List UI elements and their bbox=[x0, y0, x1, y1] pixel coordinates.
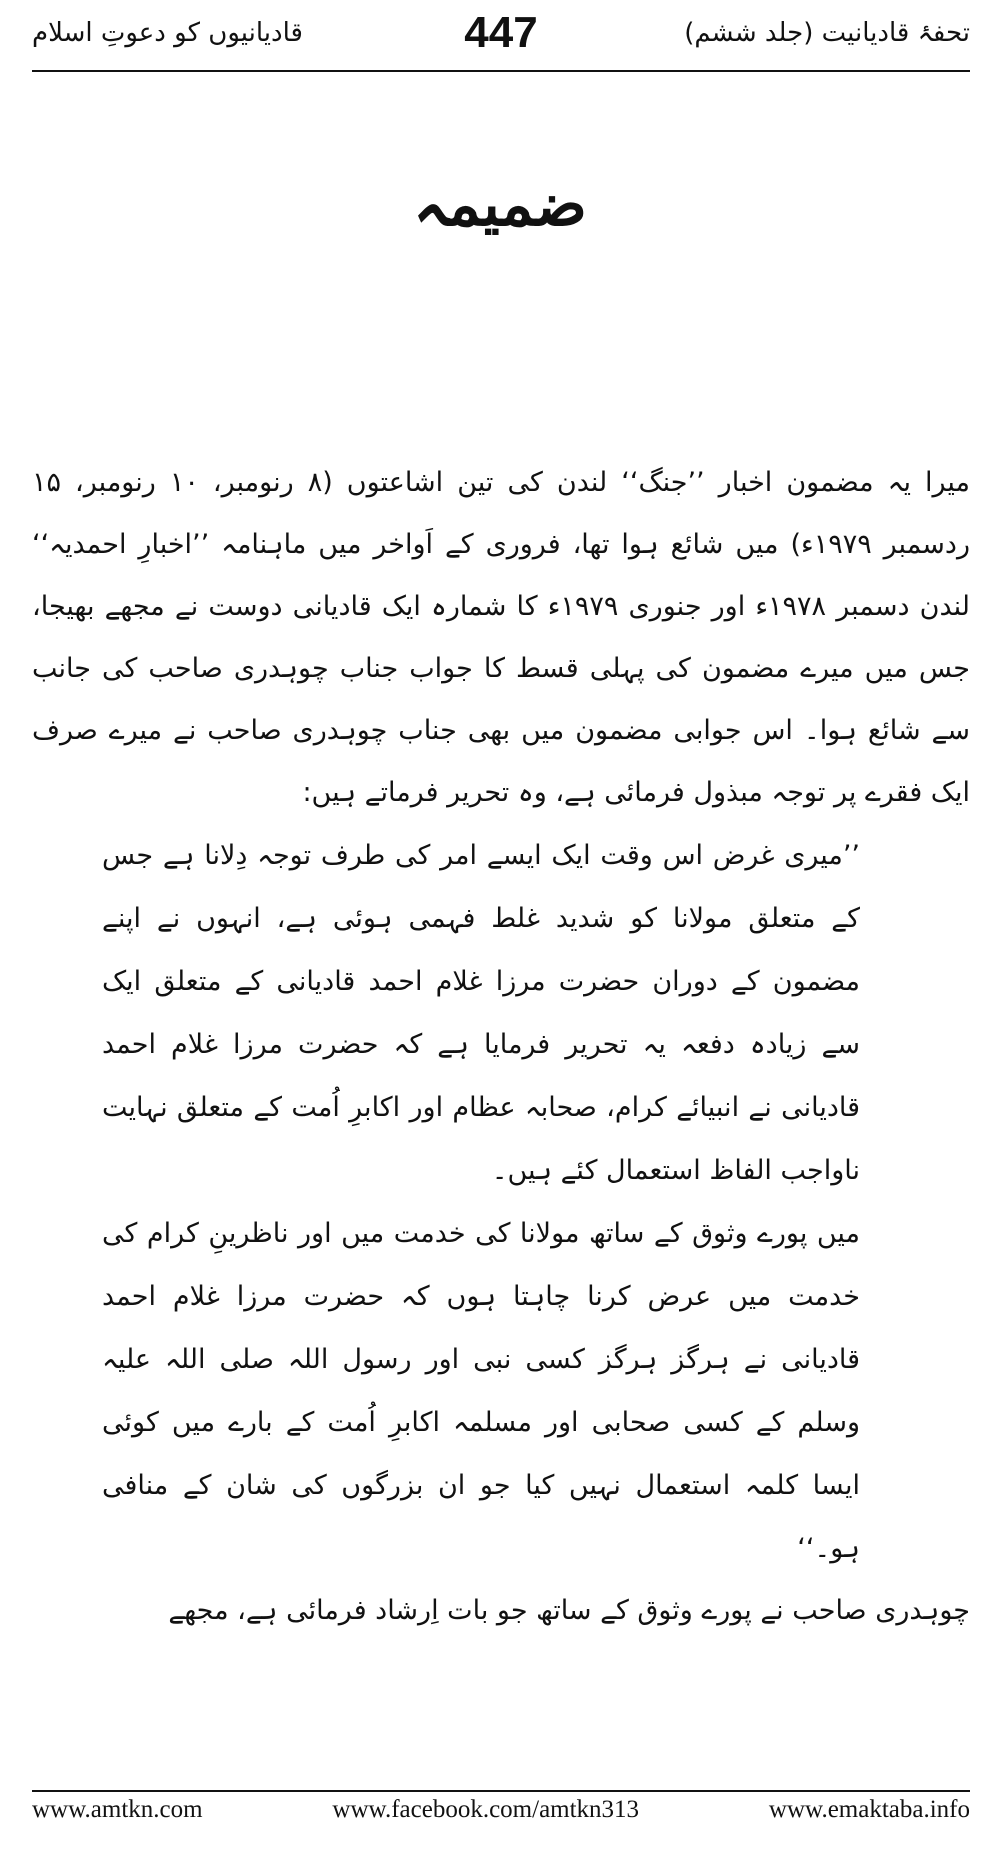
quote-paragraph-1: ’’میری غرض اس وقت ایک ایسے امر کی طرف توجہ دِلانا ہے جس کے متعلق مولانا کو شدید غلط فہمی ہوئی ہے، انہوں نے اپنے مضمون کے دوران حضرت مرزا غلام احمد قادیانی کے متعلق ایک سے زیادہ دفعہ یہ تحریر فرمایا ہے کہ حضرت مرزا غلام احمد قادیانی نے انبیائے کرام، صحابہ عظام اور اکابرِ اُمت کے متعلق نہایت ناواجب الفاظ استعمال کئے ہیں۔ bbox=[102, 840, 860, 1186]
footer-divider bbox=[32, 1790, 970, 1792]
footer-link-amtkn[interactable]: www.amtkn.com bbox=[32, 1796, 203, 1823]
quote-paragraph-2: میں پورے وثوق کے ساتھ مولانا کی خدمت میں اور ناظرینِ کرام کی خدمت میں عرض کرنا چاہتا ہوں کہ حضرت مرزا غلام احمد قادیانی نے ہرگز ہرگز کسی نبی اور رسول اللہ صلی اللہ علیہ وسلم کے کسی صحابی اور مسلمہ اکابرِ اُمت کے بارے میں کوئی ایسا کلمہ استعمال نہیں کیا جو ان بزرگوں کی شان کے منافی ہو۔‘‘ bbox=[102, 1218, 860, 1564]
body-text bbox=[32, 452, 970, 1642]
footer-link-facebook[interactable]: www.facebook.com/amtkn313 bbox=[332, 1796, 640, 1823]
header-series-title: قادیانیوں کو دعوتِ اسلام bbox=[32, 18, 303, 48]
footer-link-emaktaba[interactable]: www.emaktaba.info bbox=[768, 1796, 970, 1823]
section-title: ضمیمہ bbox=[413, 170, 587, 240]
closing-paragraph: چوہدری صاحب نے پورے وثوق کے ساتھ جو بات اِرشاد فرمائی ہے، مجھے bbox=[168, 1595, 970, 1626]
header-divider bbox=[32, 70, 970, 72]
page-header bbox=[32, 0, 970, 70]
page-footer bbox=[32, 1796, 970, 1836]
page-number: 447 bbox=[464, 8, 538, 57]
intro-paragraph: میرا یہ مضمون اخبار ’’جنگ‘‘ لندن کی تین اشاعتوں (۸ رنومبر، ۱۰ رنومبر، ۱۵ ردسمبر ۱۹۷۹ء) میں شائع ہوا تھا، فروری کے اَواخر میں ماہنامہ ’’اخبارِ احمدیہ‘‘ لندن دسمبر ۱۹۷۸ء اور جنوری ۱۹۷۹ء کا شمارہ ایک قادیانی دوست نے مجھے بھیجا، جس میں میرے مضمون کی پہلی قسط کا جواب جناب چوہدری صاحب کی جانب سے شائع ہوا۔ اس جوابی مضمون میں بھی جناب چوہدری صاحب نے میرے صرف ایک فقرے پر توجہ مبذول فرمائی ہے، وہ تحریر فرماتے ہیں: bbox=[32, 467, 971, 808]
header-book-title: تحفۂ قادیانیت (جلد ششم) bbox=[684, 18, 970, 48]
